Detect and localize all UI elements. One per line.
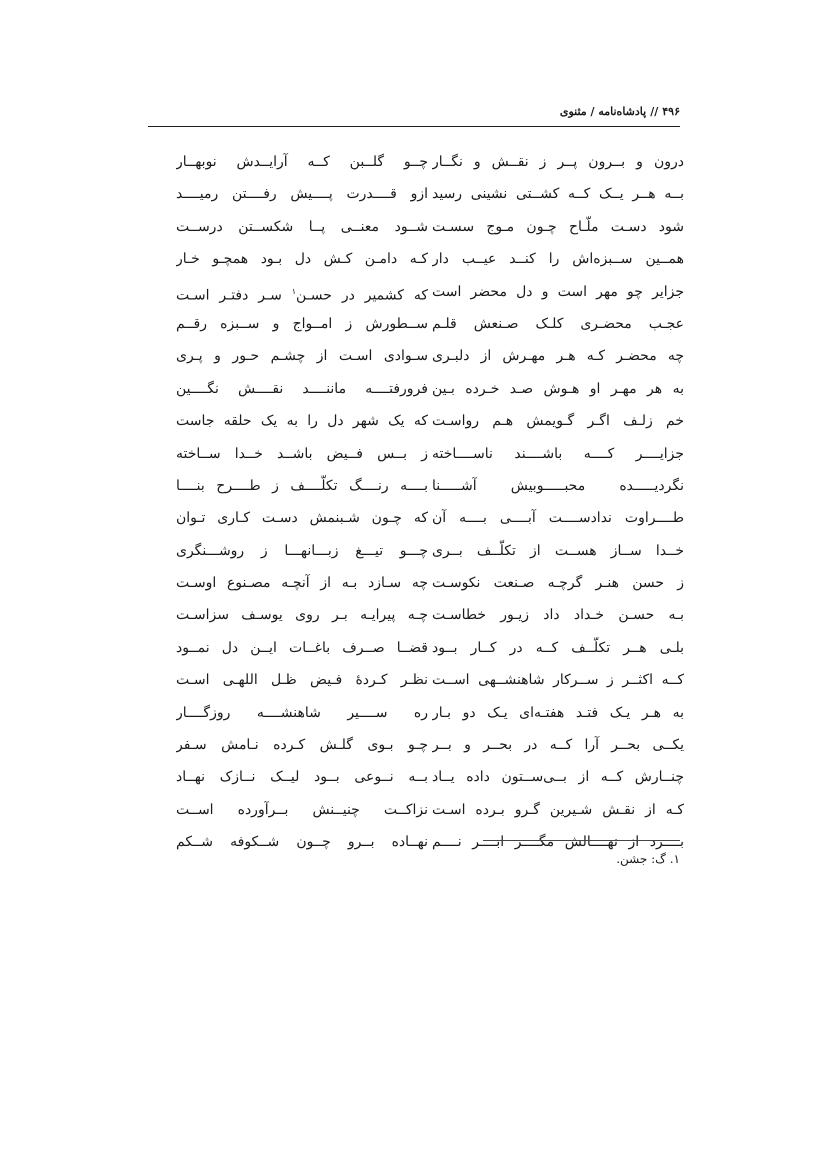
verse-line: کــه اکثــر ز ســرکار شاهنشــهی اســت	[432, 672, 684, 689]
verse-line: بــه نــوعی بــود لیــک نــازک نهــاد	[176, 769, 428, 786]
verse-line: چـو بـوی گلـش کـرده نـامش سـفر	[176, 737, 428, 754]
footnote-rule	[483, 840, 680, 841]
verse-line: سـوادی اسـت از چشـم حـور و پـری	[176, 348, 428, 365]
verse-line: بـه حسـن خـداد داد زیـور خطاسـت	[432, 607, 684, 624]
poem-right-column	[432, 146, 684, 859]
verse-line: که چـون شـبنمش دسـت کـاری تـوان	[176, 510, 428, 527]
verse-line: قضــا صــرف باغــات ایــن دل نمــود	[176, 639, 428, 656]
verse-line: ره ســــیر شاهنشــــه روزگــــار	[176, 704, 428, 721]
verse-line: خم زلـف اگـر گـویمش هـم رواسـت	[432, 413, 684, 430]
verse-line: بــــرد از نهــــالش مگــــر ابــــر نــــم	[432, 834, 684, 851]
footnote: ۱. گ: جشن.	[616, 852, 680, 866]
verse-line: فرورفتــــه ماننــــد نقــــش نگــــین	[176, 380, 428, 397]
verse-line: شود دسـت ملّـاح چـون مـوج سسـت	[432, 218, 684, 235]
verse-line: همــین ســبزه‌اش را کنــد عیــب دار	[432, 251, 684, 268]
book-title: پادشاه‌نامه / مثنوی	[559, 104, 647, 118]
header-separator: //	[650, 104, 659, 118]
verse-line: یکــی بحــر آرا کــه در بحــر و بــر	[432, 737, 684, 754]
running-header	[148, 98, 680, 124]
verse-line: بــــه رنــــگ تکلّــــف ز طــــرح بنــــا	[176, 477, 428, 494]
verse-line: ســطورش ز امــواج و ســبزه رقــم	[176, 315, 428, 332]
verse-line: ز بــس فــیض باشــد خــدا ســاخته	[176, 445, 428, 462]
verse-line: به هر مهـر او هـوش صـد خـرده بـین	[432, 380, 684, 397]
verse-line: نهــاده بــرو چــون شــکوفه شــکم	[176, 834, 428, 851]
verse-line: چـــو تیـــغ زبـــانهـــا ز روشـــنگری	[176, 542, 428, 559]
verse-line: کـه دامـن کـش دل بـود همچـو خـار	[176, 251, 428, 268]
verse-line: شــود معنــی پــا شکســتن درســت	[176, 218, 428, 235]
verse-line: خــدا ســاز هســت از تکلّــف بــری	[432, 542, 684, 559]
verse-line: چنــارش کــه از بــی‌ســتون داده یــاد	[432, 769, 684, 786]
verse-line: چه محضـر کـه هـر مهـرش از دلبـری	[432, 348, 684, 365]
verse-line: ز حسن هنـر گرچـه صـنعت نکوسـت	[432, 575, 684, 592]
verse-line-part: سـر دفتـر اسـت	[176, 287, 292, 304]
footnote-marker: ۱	[291, 286, 297, 296]
verse-line: جزایر چو مهر است و دل محضر است	[432, 283, 684, 300]
verse-line: جزایــــر کــــه باشــــند ناســــاخته	[432, 445, 684, 462]
verse-line: نگردیـــــده محبـــــوبیش آشـــــنا	[432, 477, 684, 494]
verse-line: ازو قــــدرت پــــیش رفــــتن رمیــــد	[176, 186, 428, 203]
verse-line: چـه پیرایـه بـر روی یوسـف سزاسـت	[176, 607, 428, 624]
verse-line: که یک شهر دل را به یک حلقه جاست	[176, 413, 428, 430]
verse-line: بلـی هــر تکلّــف کــه در کــار بــود	[432, 639, 684, 656]
header-rule	[148, 126, 680, 127]
verse-line-part: که کشمیر در حسـن	[296, 287, 428, 304]
page-number: ۴۹۶	[662, 104, 680, 118]
verse-line: کـه از نقـش شـیرین گـرو بـرده اسـت	[432, 801, 684, 818]
verse-line: به هـر یـک فتـد هفتـه‌ای یـک دو بـار	[432, 704, 684, 721]
verse-line: چــو گلــبن کــه آرایــدش نوبهــار	[176, 154, 428, 170]
verse-line: نزاکــت چنیــنش بــرآورده اســت	[176, 801, 428, 818]
verse-line: طــــراوت ندادســــت آبــــی بــــه آن	[432, 510, 684, 527]
verse-line: عجـب محضـری کلـک صـنعش قلـم	[432, 315, 684, 332]
verse-line: درون و بــرون پــر ز نقــش و نگــار	[432, 154, 684, 170]
verse-line: بــه هــر یــک کــه کشــتی نشینی رسید	[432, 186, 684, 203]
verse-line: چه سـازد بـه از آنچـه مصـنوع اوسـت	[176, 575, 428, 592]
verse-line: نظـر کـردۀ فـیض ظـل اللهـی اسـت	[176, 672, 428, 689]
poem-left-column	[176, 146, 428, 859]
verse-line-with-footnote	[176, 276, 428, 308]
